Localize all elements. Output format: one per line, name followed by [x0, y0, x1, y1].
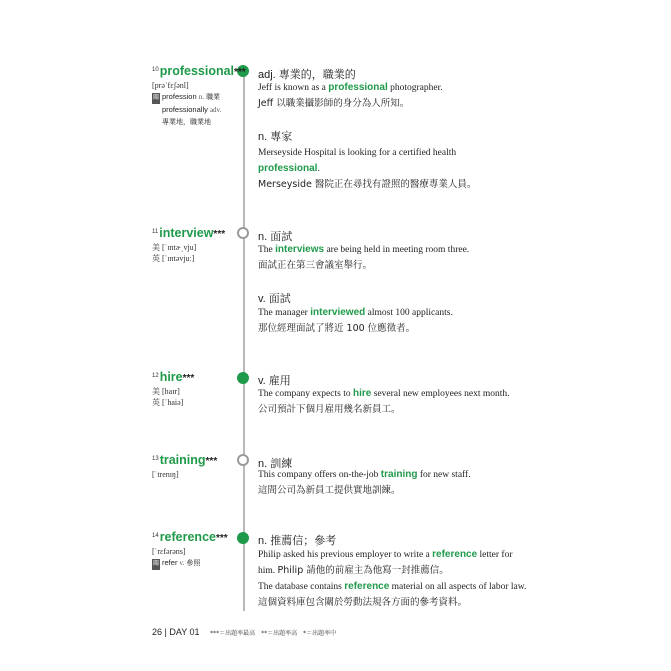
- headword: professional: [159, 64, 235, 78]
- translation: 這個資料庫包含關於勞動法規各方面的參考資料。: [258, 597, 468, 608]
- translation: Philip 請他的前雇主為他寫一封推薦信。: [277, 565, 449, 576]
- entry-number: 14: [152, 533, 159, 539]
- sense-pos: n. 訓練: [258, 458, 293, 470]
- sense-pos: v. 面試: [258, 293, 291, 305]
- word-entry-reference: [152, 530, 234, 570]
- headword: reference: [159, 530, 216, 544]
- day-label: DAY 01: [169, 627, 200, 637]
- timeline-line: [243, 66, 245, 611]
- related-word: 關 refer v. 參照: [152, 557, 234, 570]
- entry-number: 13: [152, 456, 159, 462]
- pronunciation-uk: 英 [ˈɪntəvjuː]: [152, 254, 195, 263]
- related-tag-icon: 關: [152, 559, 160, 570]
- sense-pos: n. 推薦信；參考: [258, 535, 337, 547]
- page-footer: 26 | DAY 01 ***＝出題率最高 **＝出題率高 *＝出題率中: [152, 627, 337, 637]
- word-entry-interview: [152, 226, 234, 264]
- entry-number: 11: [152, 229, 159, 235]
- example-sentence: Jeff is known as a professional photographer. Jeff 以職業攝影師的身分為人所知。: [258, 82, 443, 109]
- sense-pos: v. 雇用: [258, 375, 291, 387]
- sense-pos: adj. 專業的，職業的: [258, 69, 356, 81]
- translation: 那位經理面試了將近 100 位應徵者。: [258, 323, 416, 334]
- frequency-stars: ***: [215, 533, 228, 544]
- frequency-legend: ***＝出題率最高 **＝出題率高 *＝出題率中: [210, 630, 337, 637]
- timeline-dot-open: [237, 227, 249, 239]
- sense-pos: n. 面試: [258, 231, 293, 243]
- translation: 公司預計下個月雇用幾名新員工。: [258, 404, 401, 415]
- sense-pos: n. 專家: [258, 131, 293, 143]
- related-word: professionally adv. 專業地，職業地: [162, 105, 222, 126]
- translation: Jeff 以職業攝影師的身分為人所知。: [258, 98, 410, 109]
- word-entry-professional: [152, 64, 246, 128]
- timeline-dot-filled: [237, 532, 249, 544]
- related-word: 關 profession n. 職業: [152, 91, 234, 104]
- headword: training: [159, 453, 206, 467]
- pronunciation: [prəˈfɛʃənl]: [152, 81, 189, 90]
- pronunciation-us: 美 [haɪr]: [152, 387, 180, 396]
- example-sentence: Merseyside Hospital is looking for a certified health professional. Merseyside 醫院正在尋找有證照的醫療專業人員。: [258, 148, 477, 190]
- frequency-stars: ***: [182, 373, 195, 384]
- example-sentence: The company expects to hire several new employees next month. 公司預計下個月雇用幾名新員工。: [258, 388, 510, 415]
- example-sentence: This company offers on-the-job training for new staff. 這間公司為新員工提供實地訓練。: [258, 469, 471, 496]
- frequency-stars: ***: [205, 456, 218, 467]
- entry-number: 12: [152, 373, 159, 379]
- example-sentence: Philip asked his previous employer to write a reference letter for him. Philip 請他的前雇主為他寫一封推薦信。 The database contains reference material on all aspects of labor law. 這個資料庫包含關於勞動法規各方面的參考資料。: [258, 549, 527, 608]
- frequency-stars: ***: [234, 67, 246, 78]
- frequency-stars: ***: [213, 229, 226, 240]
- translation: Merseyside 醫院正在尋找有證照的醫療專業人員。: [258, 179, 477, 190]
- pronunciation: [ˈrɛfərəns]: [152, 547, 186, 556]
- example-sentence: The interviews are being held in meeting room three. 面試正在第三會議室舉行。: [258, 244, 470, 271]
- related-tag-icon: 關: [152, 93, 160, 104]
- timeline-dot-open: [237, 454, 249, 466]
- entry-number: 10: [152, 67, 159, 73]
- word-entry-training: [152, 453, 234, 480]
- pronunciation: [ˈtrenɪŋ]: [152, 470, 179, 479]
- timeline-dot-filled: [237, 372, 249, 384]
- translation: 這間公司為新員工提供實地訓練。: [258, 485, 401, 496]
- headword: interview: [159, 226, 214, 240]
- page-number: 26: [152, 627, 163, 637]
- translation: 面試正在第三會議室舉行。: [258, 260, 373, 271]
- pronunciation-us: 美 [ˈɪntɚ͵vju]: [152, 243, 197, 252]
- example-sentence: The manager interviewed almost 100 applicants. 那位經理面試了將近 100 位應徵者。: [258, 307, 453, 334]
- headword: hire: [159, 370, 183, 384]
- pronunciation-uk: 英 [ˈhaiə]: [152, 398, 184, 407]
- word-entry-hire: [152, 370, 234, 408]
